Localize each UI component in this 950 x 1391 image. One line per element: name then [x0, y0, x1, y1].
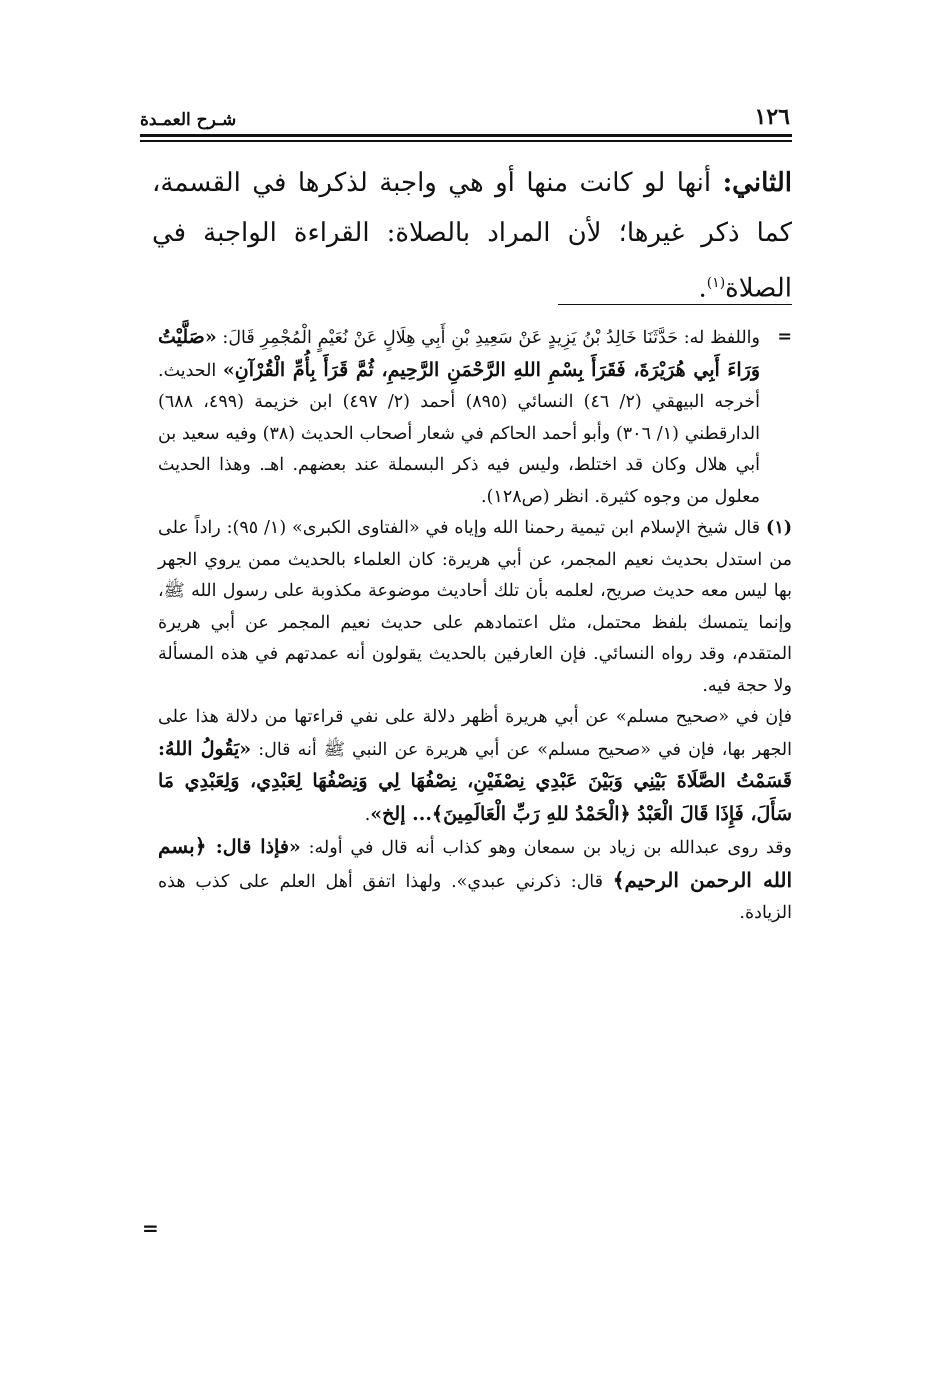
paragraph-2-hadith: «يَقُولُ اللهُ: قَسَمْتُ الصَّلَاةَ بَيْنِي وَبَيْنَ عَبْدِي نِصْفَيْنِ، نِصْفُهَا لِي وَنِصْفُهَا لِعَبْدِي، وَلِعَبْدِي مَا سَأَلَ، فَإِذَا قَالَ الْعَبْدُ ﴿الْحَمْدُ للهِ رَبِّ الْعَالَمِينَ﴾... إلخ»: [158, 737, 792, 825]
footnote-continuation: [158, 322, 792, 513]
continues-next-page-mark: =: [142, 1216, 159, 1240]
footnote-separator: [558, 304, 792, 305]
continuation-text-2: الحديث. أخرجه البيهقي (٢/ ٤٦) النسائي (٨٩٥) أحمد (٢/ ٤٩٧) ابن خزيمة (٤٩٩، ٦٨٨) الدارقطني (١/ ٣٠٦) وأبو أحمد الحاكم في شعار أصحاب الحديث (٣٨) وفيه سعيد بن أبي هلال وكان قد اختلط، وليس فيه ذكر البسملة عند بعضهم. اهـ. وهذا الحديث معلول من وجوه كثيرة. انظر (ص١٢٨).: [158, 360, 761, 507]
main-paragraph: [152, 158, 792, 314]
footnote-paragraph-3: [158, 831, 792, 930]
paragraph-3-text-2: قال: ذكرني عبدي». ولهذا اتفق أهل العلم على كذب هذه الزيادة.: [158, 871, 792, 923]
footnote-reference: (١): [706, 275, 726, 291]
footnote-1-text: قال شيخ الإسلام ابن تيمية رحمنا الله وإياه في «الفتاوى الكبرى» (١/ ٩٥): راداً على من استدل بحديث نعيم المجمر، عن أبي هريرة: كان العلماء بالحديث ممن يروي الجهر بها ليس معه حديث صريح، لعلمه بأن تلك أحاديث موضوعة مكذوبة على رسول الله ﷺ، وإنما يتمسك بلفظ محتمل، مثل اعتمادهم على حديث نعيم المجمر عن أبي هريرة المتقدم، وقد رواه النسائي. فإن العارفين بالحديث يقولون أنه عمدتهم في هذه المسألة ولا حجة فيه.: [158, 518, 792, 696]
main-body: أنها لو كانت منها أو هي واجبة لذكرها في القسمة، كما ذكر غيرها؛ لأن المراد بالصلاة: القراءة الواجبة في الصلاة: [152, 168, 792, 304]
main-text: [152, 158, 792, 314]
footnotes: [158, 322, 792, 930]
continuation-mark: =: [777, 327, 792, 347]
main-end: .: [698, 273, 707, 304]
paragraph-2-text: فإن في «صحيح مسلم» عن أبي هريرة أظهر دلالة على نفي قراءتها من دلالة هذا على الجهر بها، فإن في «صحيح مسلم» عن أبي هريرة عن النبي ﷺ أنه قال:: [158, 707, 792, 760]
footnote-1: [158, 513, 792, 702]
header-rule-thin: [140, 140, 792, 142]
continuation-hadith: «صَلَّيْتُ وَرَاءَ أَبِي هُرَيْرَةَ، فَقَرَأَ بِسْمِ اللهِ الرَّحْمَنِ الرَّحِيمِ، ثُمَّ قَرَأَ بِأُمِّ الْقُرْآنِ»: [158, 326, 760, 381]
continuation-text-1: واللفظ له: حَدَّثَنَا خَالِدُ بْنُ يَزِيدٍ عَنْ سَعِيدِ بْنِ أَبِي هِلَالٍ عَنْ نُعَيْمٍ الْمُجْمِرِ قَالَ:: [216, 328, 760, 348]
page-number: ١٢٦: [754, 104, 790, 130]
paragraph-3-text-1: وقد روى عبدالله بن زياد بن سمعان وهو كذاب أنه قال في أوله:: [300, 838, 792, 858]
paragraph-2-end: .: [364, 804, 371, 825]
running-title: شـرح العمـدة: [140, 110, 237, 130]
paragraph-3-verse: ﴿بسم الله الرحمن الرحيم﴾: [158, 834, 792, 892]
header-rule-thick: [140, 134, 792, 137]
page-header: [140, 96, 790, 130]
footnote-1-number: (١): [766, 518, 792, 538]
main-lead: الثاني:: [722, 168, 792, 198]
footnote-paragraph-2: [158, 702, 792, 831]
paragraph-3-quote: «فإذا قال:: [215, 836, 301, 858]
